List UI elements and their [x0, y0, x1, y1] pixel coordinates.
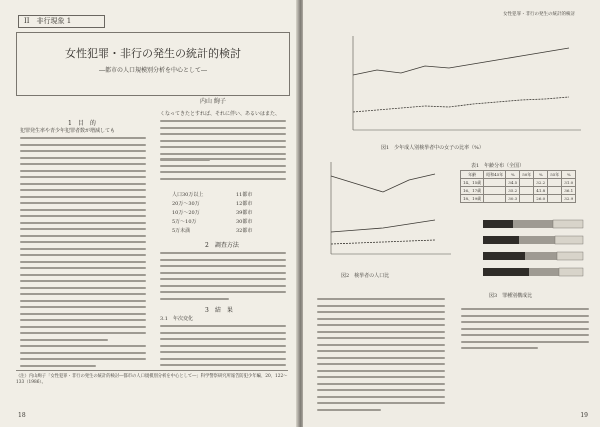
table-header-row	[461, 171, 576, 179]
right-page	[303, 0, 600, 427]
table-header-cell: 年齢	[461, 171, 484, 179]
table-header-cell: %	[562, 171, 576, 179]
table-cell	[548, 179, 562, 187]
stats-count-4: 30都市	[236, 219, 253, 225]
fig1-series-2	[353, 97, 569, 112]
section-heading-purpose: 1 目 的	[68, 120, 96, 127]
article-title: 女性犯罪・非行の発生の統計的検討	[65, 47, 241, 60]
fig3-bar-4	[483, 268, 583, 276]
table-header-cell: %	[506, 171, 520, 179]
table-header-cell: 50年	[520, 171, 534, 179]
stats-count-2: 12都市	[236, 201, 253, 207]
col2-first-line: くなってきたとすれば、それに伴い、あるいはまた、	[160, 111, 281, 117]
right-col2-body-text	[461, 308, 589, 354]
table-cell	[520, 195, 534, 203]
stats-item-5: 5万未満	[172, 228, 191, 234]
author-name: 内山 絢子	[200, 98, 226, 105]
section-heading-method: 2 調査方法	[205, 242, 239, 249]
fig3-bar-3	[483, 252, 583, 260]
table-cell: 35.2	[506, 187, 520, 195]
table-cell	[484, 187, 506, 195]
figure-2-caption: 図2 検挙者の人口比	[341, 273, 390, 279]
stats-item-2: 20万～30万	[172, 201, 200, 207]
stats-item-3: 10万～20万	[172, 210, 200, 216]
running-head: 女性犯罪・非行の発生の統計的検討	[503, 12, 575, 17]
fig2-series-1	[331, 174, 435, 192]
section-heading-results: 3 結 果	[205, 307, 233, 314]
subsection-yearly-change: 3.1 年次変化	[160, 316, 193, 322]
table-row	[461, 195, 576, 203]
table-cell	[520, 179, 534, 187]
figure-3-caption: 図3 罪種別構成比	[489, 293, 533, 299]
table-cell	[520, 187, 534, 195]
table-cell	[484, 179, 506, 187]
table-cell: 31.0	[562, 179, 576, 187]
col2-body-text-c	[160, 252, 286, 304]
table-cell: 30.3	[506, 195, 520, 203]
stats-count-3: 39都市	[236, 210, 253, 216]
footnote-text: （注）内山絢子「女性犯罪・非行の発生の統計的検討―都市の人口規模別分析を中心として―」科学警察研究所報告防犯少年編、20、122～133（1986）。	[16, 374, 288, 385]
table-cell	[548, 187, 562, 195]
table-header-cell: 昭和45年	[484, 171, 506, 179]
right-col1-body-text	[317, 298, 445, 415]
table-cell: 14、15歳	[461, 179, 484, 187]
fig3-bar-2	[483, 236, 583, 244]
table-cell: 18、19歳	[461, 195, 484, 203]
figure-2-line-chart	[317, 158, 457, 268]
col1-first-line: 犯罪発生率や青少年犯罪者数が増減しても	[20, 128, 116, 134]
table-header-cell: %	[534, 171, 548, 179]
table-cell	[484, 195, 506, 203]
stats-count-1: 11都市	[236, 192, 253, 198]
page-number-left: 18	[18, 412, 26, 419]
fig2-series-2	[331, 220, 435, 232]
col1-body-text	[20, 137, 146, 371]
stats-item-1: 人口30万以上	[172, 192, 204, 198]
fig3-bar-1	[483, 220, 583, 228]
table-cell: 36.1	[562, 187, 576, 195]
col2-body-text-b	[160, 158, 286, 184]
table-cell: 16、17歳	[461, 187, 484, 195]
left-page	[0, 0, 298, 427]
fig1-series-1	[353, 48, 569, 75]
table-cell: 26.0	[534, 195, 548, 203]
fig2-series-3	[331, 240, 435, 244]
table-cell: 41.8	[534, 187, 548, 195]
table-cell	[548, 195, 562, 203]
table-cell: 32.2	[534, 179, 548, 187]
figure-3-stacked-bars	[463, 212, 589, 288]
age-distribution-table	[460, 170, 576, 203]
col2-body-text-d	[160, 325, 286, 371]
stats-count-5: 32都市	[236, 228, 253, 234]
table-row	[461, 179, 576, 187]
table-row	[461, 187, 576, 195]
table-cell: 32.9	[562, 195, 576, 203]
table-header-cell: 55年	[548, 171, 562, 179]
figure-1-caption: 図1 少年成人別検挙者中の女子の比率（%）	[381, 145, 484, 151]
article-subtitle: ―都市の人口規模別分析を中心として―	[98, 67, 207, 74]
page-number-right: 19	[580, 412, 588, 419]
stats-item-4: 5万～10万	[172, 219, 197, 225]
table-cell: 34.5	[506, 179, 520, 187]
figure-1-line-chart	[317, 30, 587, 140]
series-tag: II 非行現象 1	[18, 15, 105, 28]
table-1-caption: 表1 年齢分布（全国）	[471, 163, 525, 169]
title-box	[16, 32, 290, 96]
footnote	[16, 370, 288, 386]
